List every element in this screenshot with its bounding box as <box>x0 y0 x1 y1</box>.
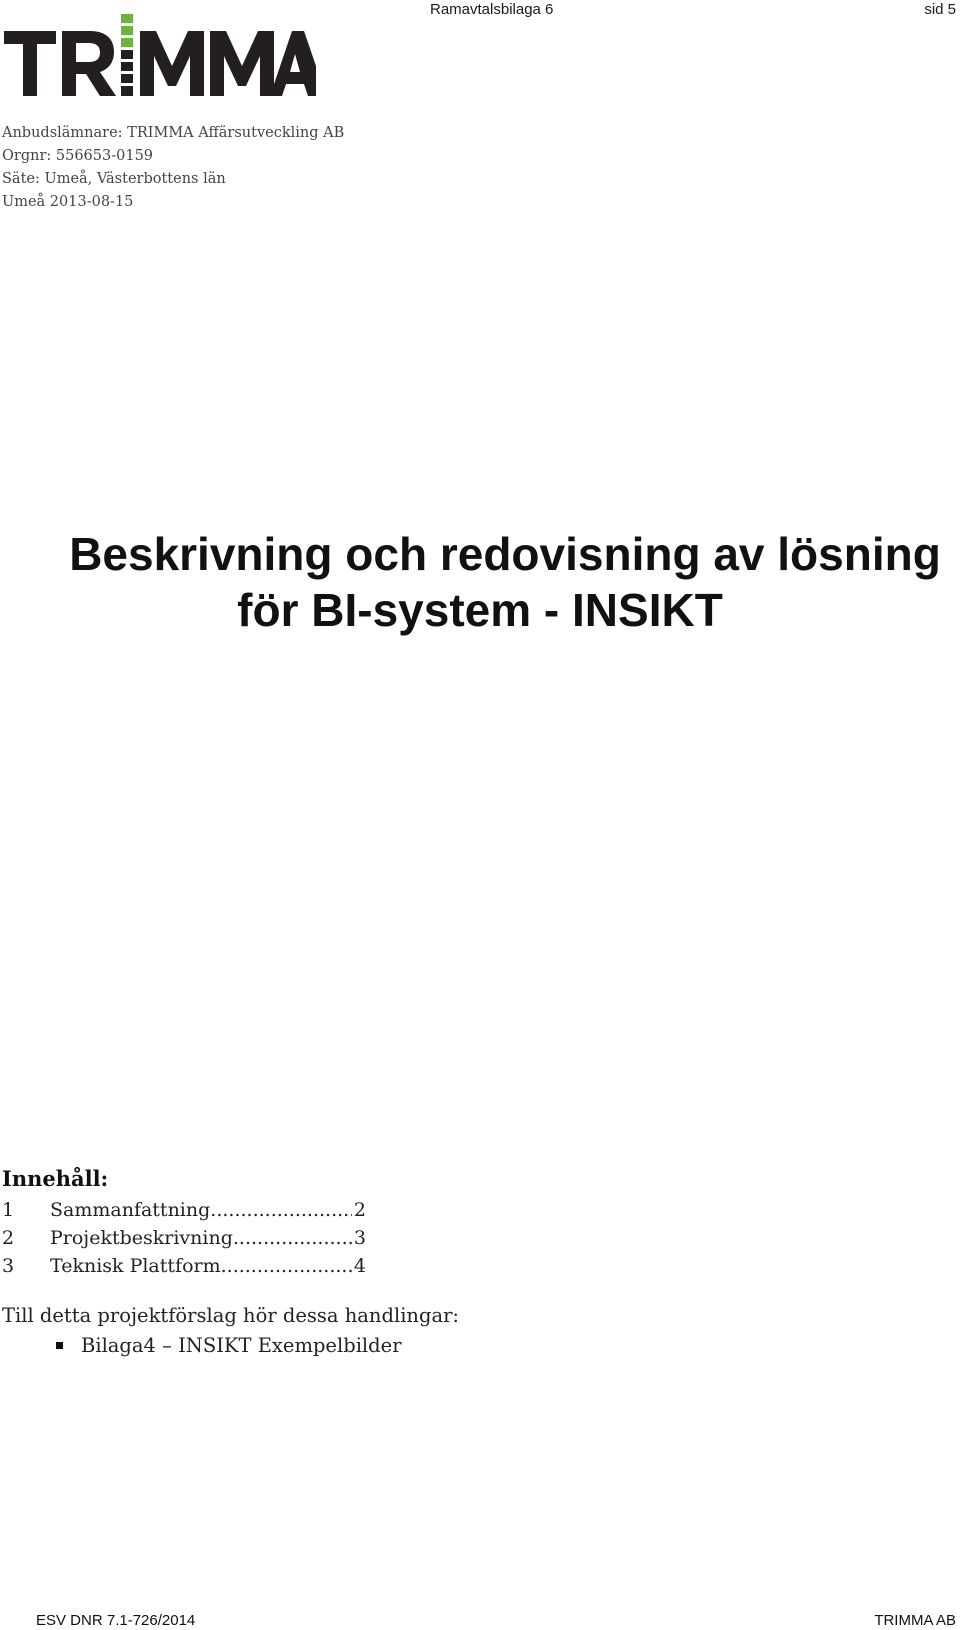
toc-number: 1 <box>2 1199 15 1221</box>
trimma-logo <box>4 14 316 96</box>
footer-reference: ESV DNR 7.1-726/2014 <box>36 1612 196 1629</box>
toc-title: Sammanfattning <box>50 1199 211 1221</box>
toc-leader-dots <box>221 1252 352 1280</box>
toc-leader-dots <box>210 1196 352 1224</box>
title-line-2: för BI-system - INSIKT <box>237 584 723 636</box>
toc-entry[interactable] <box>2 1224 366 1252</box>
toc-number: 3 <box>2 1255 15 1277</box>
toc-entry[interactable] <box>2 1196 366 1224</box>
toc-title: Projektbeskrivning <box>50 1227 233 1249</box>
document-label: Ramavtalsbilaga 6 <box>430 1 554 18</box>
toc-leader-dots <box>233 1224 352 1252</box>
attachment-item <box>56 1334 402 1357</box>
toc-page: 2 <box>353 1199 366 1221</box>
sender-line: Anbudslämnare: TRIMMA Affärsutveckling AB <box>2 125 345 141</box>
attachment-label: Bilaga4 – INSIKT Exempelbilder <box>81 1334 402 1357</box>
toc-page: 4 <box>353 1255 366 1277</box>
toc-heading: Innehåll: <box>2 1166 109 1191</box>
title-line-1: Beskrivning och redovisning av lösning <box>69 528 941 580</box>
toc-title: Teknisk Plattform <box>50 1255 221 1277</box>
toc-number: 2 <box>2 1227 15 1249</box>
attachments-intro: Till detta projektförslag hör dessa handlingar: <box>2 1304 459 1327</box>
sender-line: Säte: Umeå, Västerbottens län <box>2 171 226 187</box>
toc-entry[interactable] <box>2 1252 366 1280</box>
sender-line: Orgnr: 556653-0159 <box>2 148 154 164</box>
toc-page: 3 <box>353 1227 366 1249</box>
page-number: sid 5 <box>924 1 956 18</box>
table-of-contents <box>2 1196 366 1280</box>
sender-info <box>2 122 344 214</box>
footer-company: TRIMMA AB <box>874 1612 956 1629</box>
sender-line: Umeå 2013-08-15 <box>2 194 134 210</box>
square-bullet-icon <box>56 1342 63 1349</box>
document-title <box>0 526 960 638</box>
